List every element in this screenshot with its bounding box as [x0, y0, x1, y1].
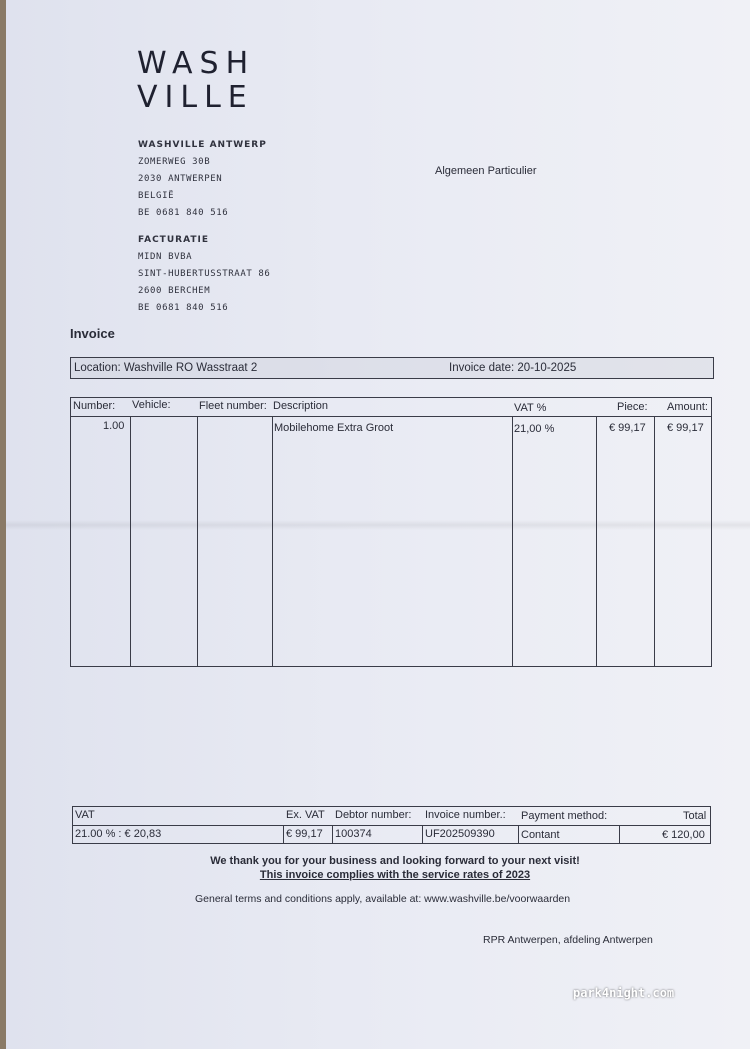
- totals-header-debtor: Debtor number:: [335, 809, 412, 821]
- billing-line: MIDN BVBA: [138, 252, 193, 262]
- column-divider: [130, 416, 131, 666]
- debtor-number: 100374: [335, 828, 372, 840]
- logo-line-1: WASH: [137, 46, 256, 81]
- header-description: Description: [273, 400, 329, 412]
- row-number: 1.00: [103, 420, 125, 432]
- totals-divider: [332, 826, 333, 843]
- totals-ex-vat-value: € 99,17: [286, 828, 323, 840]
- column-divider: [596, 416, 597, 666]
- address-line: BE 0681 840 516: [138, 208, 229, 218]
- column-divider: [654, 416, 655, 666]
- totals-divider: [422, 826, 423, 843]
- location-bar: [70, 357, 714, 379]
- location-text: Location: Washville RO Wasstraat 2: [74, 362, 258, 374]
- invoice-title: Invoice: [70, 326, 115, 341]
- invoice-number: UF202509390: [425, 828, 495, 840]
- totals-divider: [518, 826, 519, 843]
- billing-line: 2600 BERCHEM: [138, 286, 211, 296]
- header-amount: Amount:: [667, 401, 708, 413]
- thanks-message: We thank you for your business and looking forward to your next visit!: [210, 855, 580, 867]
- total-amount: € 120,00: [662, 829, 705, 841]
- address-line: ZOMERWEG 30B: [138, 157, 211, 167]
- totals-header-ex-vat: Ex. VAT: [286, 809, 325, 821]
- service-rates-note: This invoice complies with the service rates of 2023: [259, 869, 531, 881]
- washville-logo: [137, 46, 256, 117]
- terms-note: General terms and conditions apply, available at: www.washville.be/voorwaarden: [195, 893, 571, 905]
- header-vehicle: Vehicle:: [132, 399, 171, 411]
- items-header-row: [71, 398, 711, 417]
- header-vat: VAT %: [514, 402, 547, 414]
- company-address: [138, 140, 267, 225]
- totals-divider: [283, 826, 284, 843]
- totals-header-invoice-number: Invoice number.:: [425, 809, 506, 821]
- address-line: BELGIË: [138, 191, 175, 201]
- totals-divider: [619, 826, 620, 843]
- totals-vat-value: 21.00 % : € 20,83: [75, 828, 162, 840]
- column-divider: [272, 416, 273, 666]
- column-divider: [512, 416, 513, 666]
- header-number: Number:: [73, 400, 116, 412]
- totals-header-vat: VAT: [75, 809, 95, 821]
- rpr-note: RPR Antwerpen, afdeling Antwerpen: [483, 934, 653, 946]
- address-line: 2030 ANTWERPEN: [138, 174, 223, 184]
- items-table: [70, 397, 712, 667]
- logo-line-2: VILLE: [137, 80, 254, 115]
- billing-address: [138, 235, 270, 320]
- totals-header-row: [73, 807, 710, 826]
- payment-method: Contant: [521, 829, 560, 841]
- totals-header-total: Total: [683, 810, 707, 822]
- row-description: Mobilehome Extra Groot: [274, 422, 394, 434]
- totals-header-payment: Payment method:: [521, 810, 608, 822]
- watermark: park4night.com: [573, 986, 675, 1000]
- invoice-date: Invoice date: 20-10-2025: [449, 362, 577, 374]
- billing-line: BE 0681 840 516: [138, 303, 229, 313]
- billing-heading: FACTURATIE: [138, 235, 209, 245]
- row-piece: € 99,17: [609, 422, 646, 434]
- header-piece: Piece:: [617, 401, 648, 413]
- header-fleet: Fleet number:: [199, 400, 267, 412]
- row-vat: 21,00 %: [514, 423, 555, 435]
- column-divider: [197, 416, 198, 666]
- billing-line: SINT-HUBERTUSSTRAAT 86: [138, 269, 271, 279]
- company-name: WASHVILLE ANTWERP: [138, 140, 267, 150]
- totals-table: [72, 806, 711, 844]
- row-amount: € 99,17: [667, 422, 704, 434]
- customer-name: Algemeen Particulier: [435, 165, 537, 177]
